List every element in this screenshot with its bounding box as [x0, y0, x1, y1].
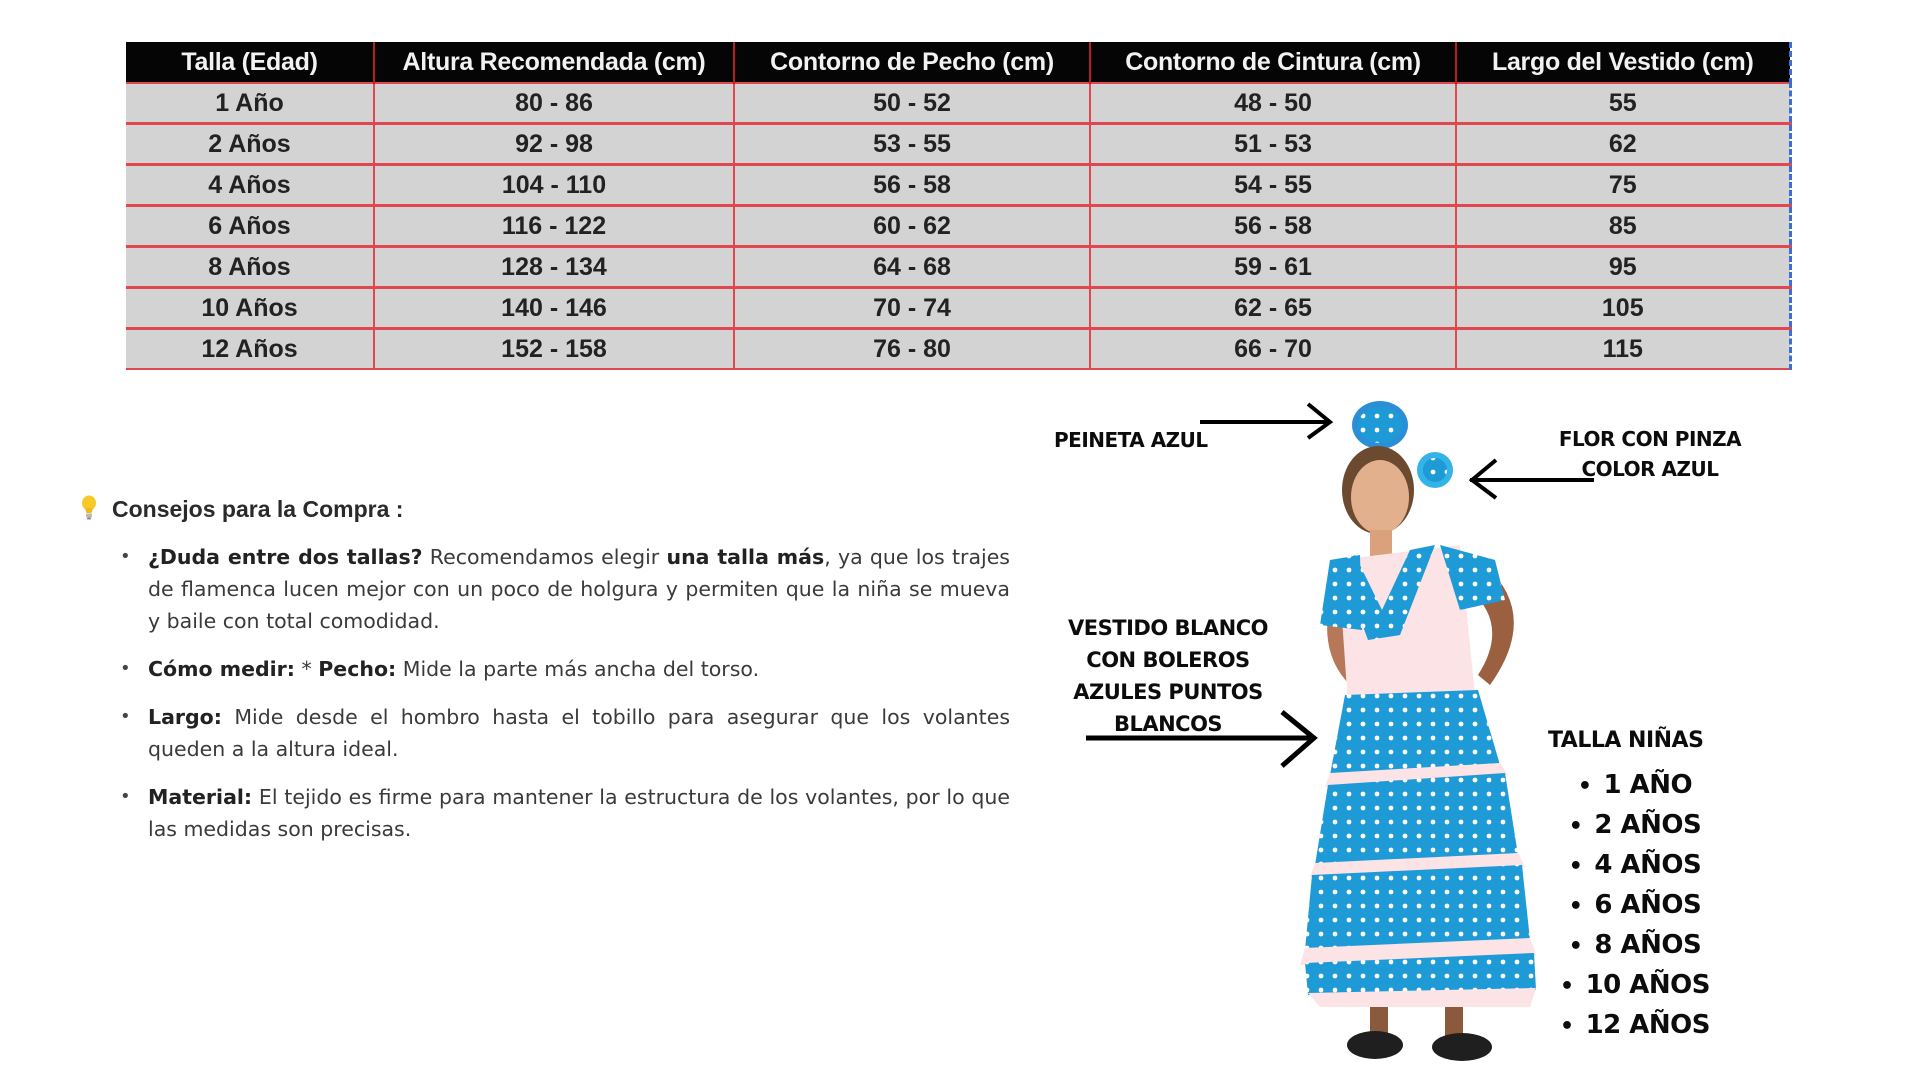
cell-largo: 95: [1456, 247, 1790, 288]
talla-item: • 10 AÑOS: [1560, 970, 1711, 1000]
cell-altura: 80 - 86: [374, 83, 734, 124]
talla-item: • 1 AÑO: [1577, 770, 1693, 800]
tips-heading: [80, 496, 1010, 523]
table-row: [126, 206, 1790, 247]
tip-bold: ¿Duda entre dos tallas?: [148, 545, 423, 569]
tip-text: *: [294, 657, 319, 681]
cell-largo: 62: [1456, 124, 1790, 165]
tip-text: El tejido es firme para mantener la estructura de los volantes, por lo que las medidas son precisas.: [148, 785, 1010, 841]
header-talla: Talla (Edad): [126, 42, 374, 83]
tips-title: Consejos para la Compra :: [112, 496, 404, 522]
cell-altura: 92 - 98: [374, 124, 734, 165]
tip-text: Mide desde el hombro hasta el tobillo para asegurar que los volantes queden a la altura ideal.: [148, 705, 1010, 761]
cell-pecho: 53 - 55: [734, 124, 1090, 165]
arrow-left-icon: [1466, 456, 1596, 502]
cell-talla: 8 Años: [126, 247, 374, 288]
tip-bold: Largo:: [148, 705, 222, 729]
cell-altura: 116 - 122: [374, 206, 734, 247]
cell-altura: 104 - 110: [374, 165, 734, 206]
cell-largo: 75: [1456, 165, 1790, 206]
talla-item: • 2 AÑOS: [1568, 810, 1702, 840]
cell-largo: 85: [1456, 206, 1790, 247]
label-vestido-line: AZULES PUNTOS: [1073, 680, 1263, 704]
label-vestido-line: VESTIDO BLANCO: [1068, 616, 1268, 640]
talla-item: • 6 AÑOS: [1568, 890, 1702, 920]
cell-cintura: 59 - 61: [1090, 247, 1456, 288]
tip-item-length: [120, 701, 1010, 765]
table-row: [126, 83, 1790, 124]
talla-label: 12 AÑOS: [1585, 1010, 1711, 1040]
cell-pecho: 56 - 58: [734, 165, 1090, 206]
header-largo: Largo del Vestido (cm): [1456, 42, 1790, 83]
cell-altura: 140 - 146: [374, 288, 734, 329]
tip-bold: Material:: [148, 785, 253, 809]
table-row: [126, 329, 1790, 370]
cell-pecho: 50 - 52: [734, 83, 1090, 124]
tip-item-measure: [120, 653, 1010, 685]
label-talla-ninas: TALLA NIÑAS: [1548, 728, 1704, 753]
cell-altura: 128 - 134: [374, 247, 734, 288]
cell-largo: 115: [1456, 329, 1790, 370]
cell-pecho: 60 - 62: [734, 206, 1090, 247]
label-vestido-line: BLANCOS: [1113, 712, 1223, 736]
cell-cintura: 56 - 58: [1090, 206, 1456, 247]
cell-cintura: 62 - 65: [1090, 288, 1456, 329]
tip-item-size: [120, 541, 1010, 637]
tips-list: [80, 541, 1010, 845]
cell-talla: 10 Años: [126, 288, 374, 329]
label-vestido-line: CON BOLEROS: [1086, 648, 1250, 672]
talla-label: 8 AÑOS: [1594, 930, 1702, 960]
talla-list: [1560, 766, 1710, 1046]
label-flor-line2: COLOR AZUL: [1581, 457, 1719, 481]
size-chart-table: [126, 42, 1792, 370]
table-row: [126, 288, 1790, 329]
cell-cintura: 54 - 55: [1090, 165, 1456, 206]
talla-label: 1 AÑO: [1603, 770, 1693, 800]
tip-text: Recomendamos elegir: [422, 545, 667, 569]
cell-pecho: 64 - 68: [734, 247, 1090, 288]
purchase-tips: [80, 496, 1010, 861]
label-peineta: PEINETA AZUL: [1054, 428, 1208, 452]
lightbulb-icon: [80, 495, 98, 521]
tip-item-material: [120, 781, 1010, 845]
talla-label: 10 AÑOS: [1585, 970, 1711, 1000]
cell-cintura: 66 - 70: [1090, 329, 1456, 370]
tip-text: , ya que los trajes de flamenca lucen mejor con un poco de holgura y permiten que la niña se mueva y baile con total comodidad.: [148, 545, 1010, 633]
table-row: [126, 165, 1790, 206]
cell-pecho: 70 - 74: [734, 288, 1090, 329]
table-row: [126, 124, 1790, 165]
cell-talla: 6 Años: [126, 206, 374, 247]
arrow-right-icon: [1086, 708, 1318, 770]
tip-bold: Pecho:: [318, 657, 397, 681]
header-altura: Altura Recomendada (cm): [374, 42, 734, 83]
table-header-row: [126, 42, 1790, 83]
cell-talla: 1 Año: [126, 83, 374, 124]
cell-largo: 105: [1456, 288, 1790, 329]
cell-altura: 152 - 158: [374, 329, 734, 370]
cell-talla: 4 Años: [126, 165, 374, 206]
cell-cintura: 51 - 53: [1090, 124, 1456, 165]
talla-label: 4 AÑOS: [1594, 850, 1702, 880]
cell-pecho: 76 - 80: [734, 329, 1090, 370]
tip-text: Mide la parte más ancha del torso.: [396, 657, 760, 681]
talla-label: 6 AÑOS: [1594, 890, 1702, 920]
label-flor-line1: FLOR CON PINZA: [1558, 427, 1742, 451]
talla-label: 2 AÑOS: [1594, 810, 1702, 840]
table-row: [126, 247, 1790, 288]
cell-talla: 12 Años: [126, 329, 374, 370]
talla-item: • 4 AÑOS: [1568, 850, 1702, 880]
talla-item: • 12 AÑOS: [1560, 1010, 1711, 1040]
header-pecho: Contorno de Pecho (cm): [734, 42, 1090, 83]
tip-bold: una talla más: [666, 545, 825, 569]
cell-largo: 55: [1456, 83, 1790, 124]
talla-item: • 8 AÑOS: [1568, 930, 1702, 960]
header-cintura: Contorno de Cintura (cm): [1090, 42, 1456, 83]
arrow-right-icon: [1200, 400, 1335, 440]
tip-bold: Cómo medir:: [148, 657, 295, 681]
cell-talla: 2 Años: [126, 124, 374, 165]
cell-cintura: 48 - 50: [1090, 83, 1456, 124]
